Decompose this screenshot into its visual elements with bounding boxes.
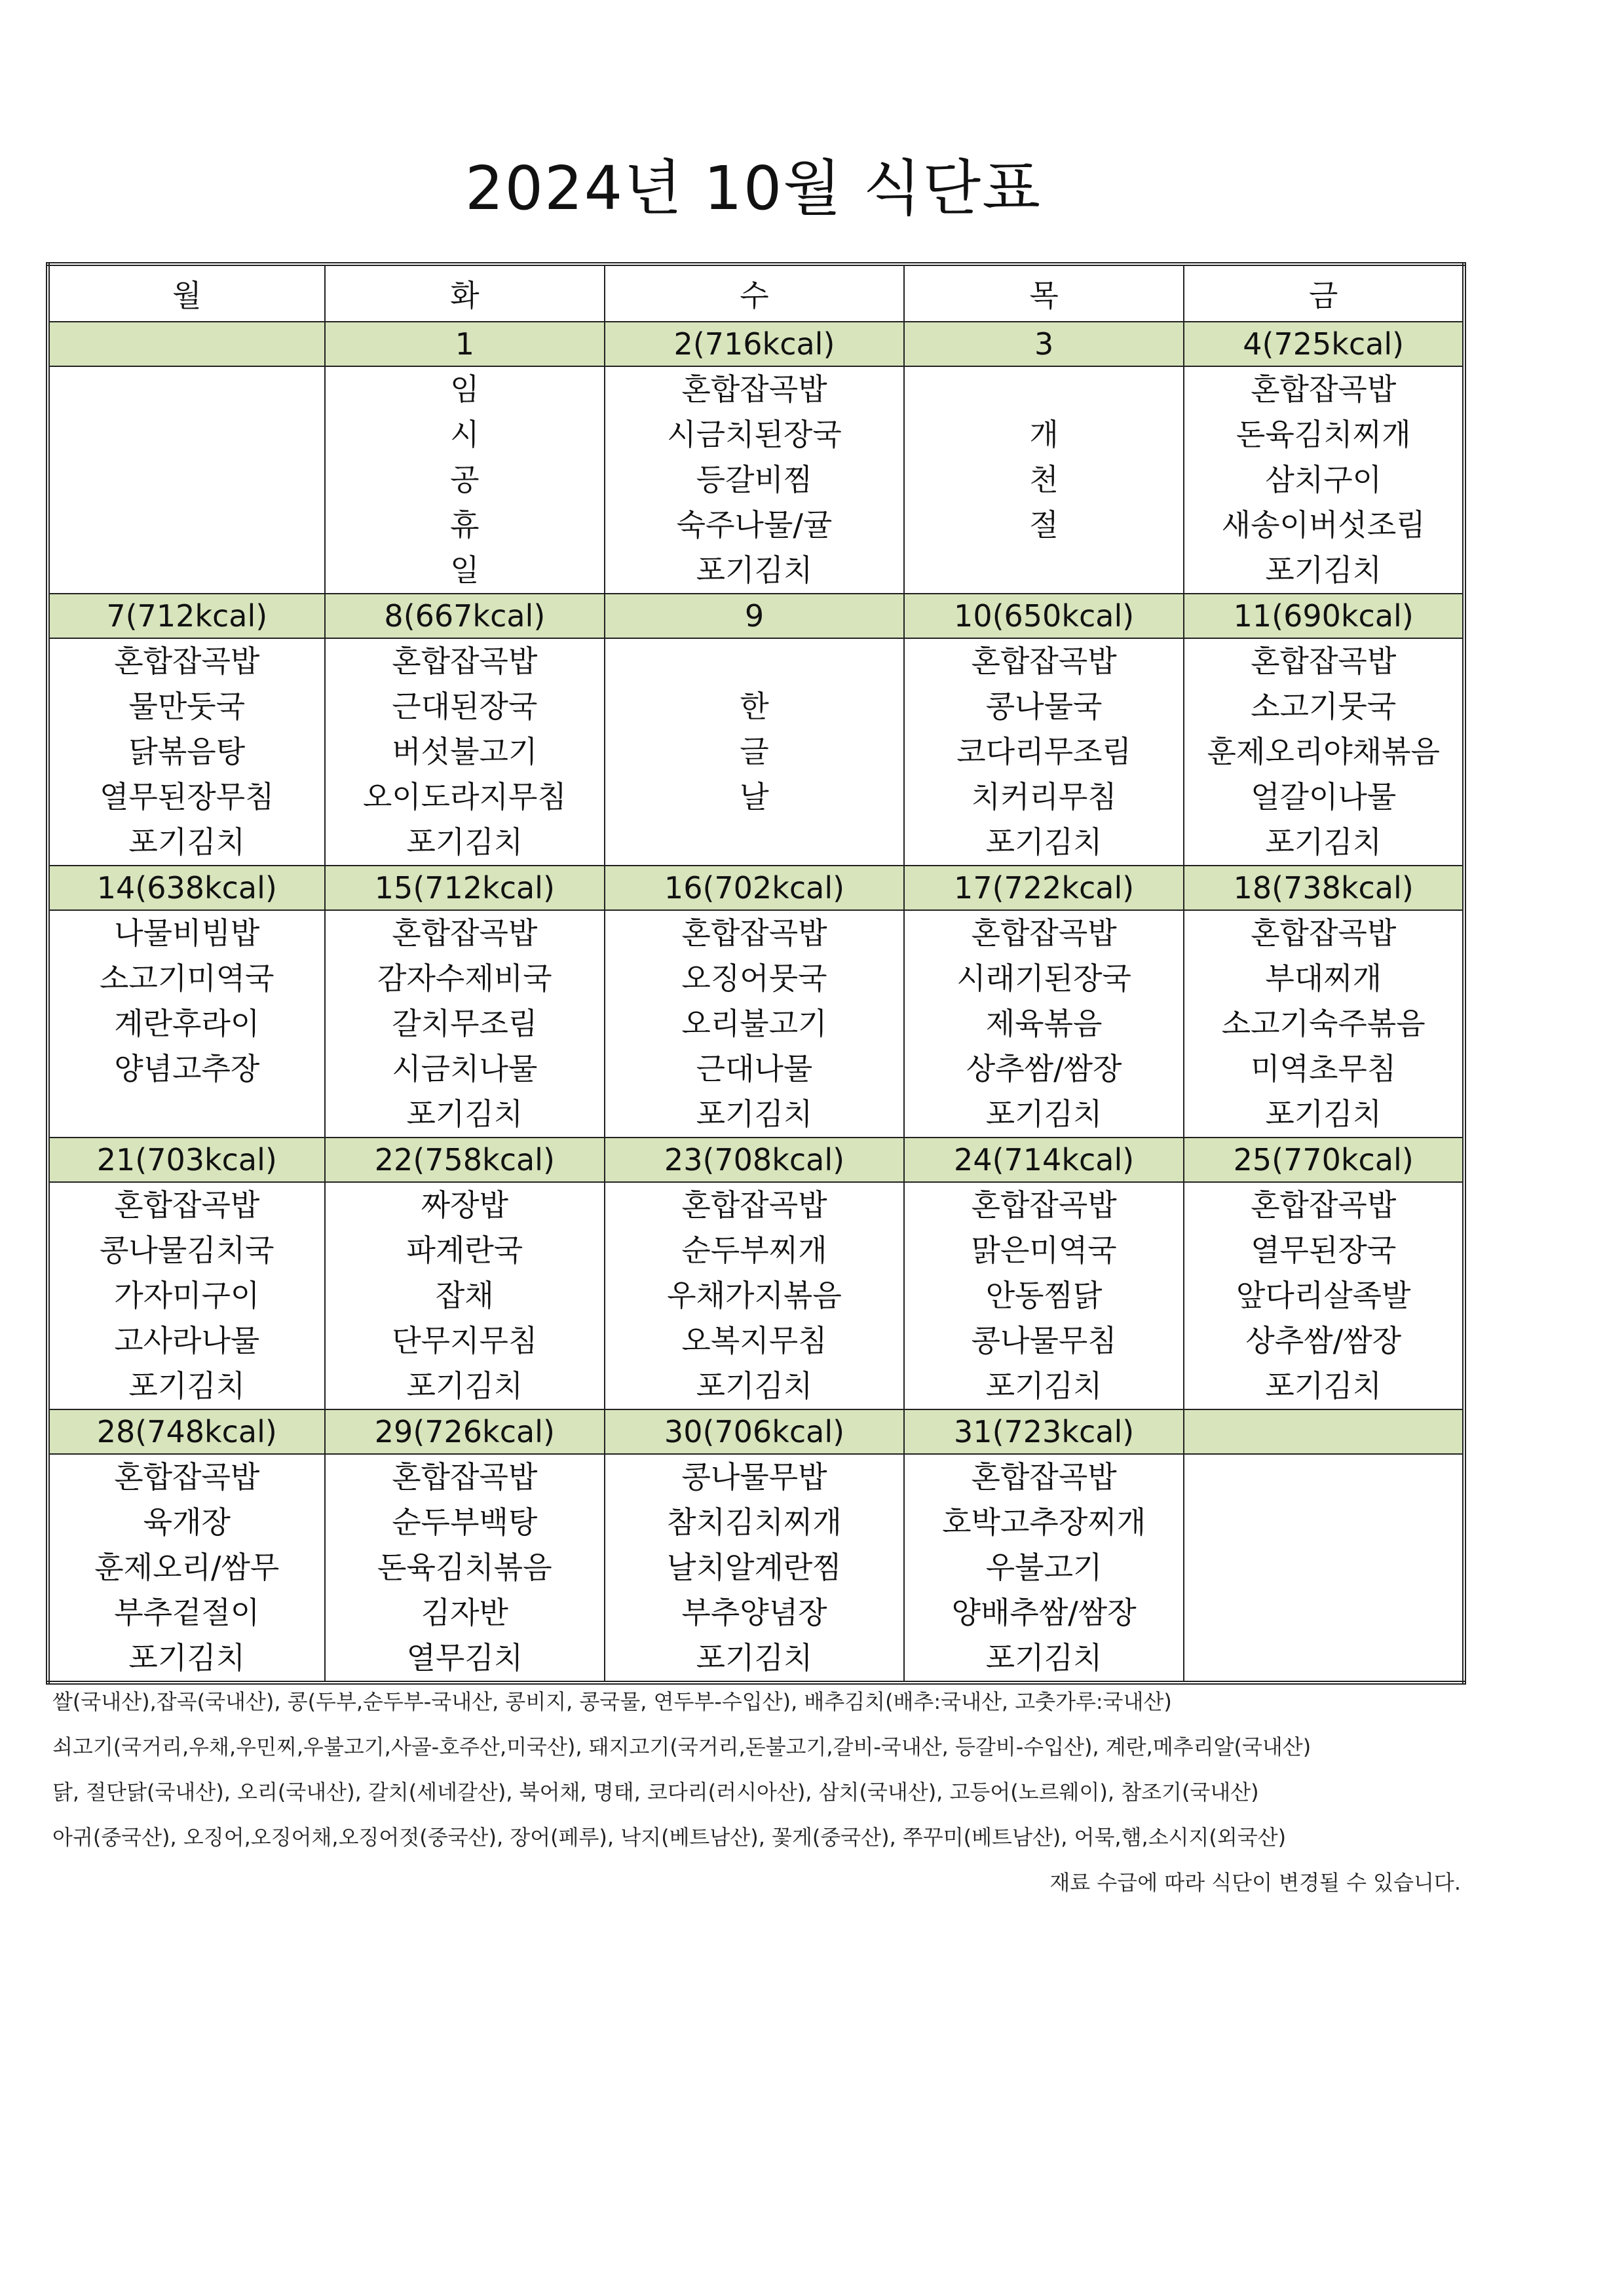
- menu-item: 안동찜닭: [985, 1278, 1103, 1313]
- menu-cell: [605, 1182, 904, 1409]
- menu-item: 한: [740, 689, 769, 724]
- menu-cell: [605, 366, 904, 594]
- date-cell: 4(725kcal): [1184, 322, 1464, 366]
- menu-item: 오리불고기: [681, 1006, 827, 1041]
- menu-item: 혼합잡곡밥: [971, 915, 1117, 951]
- date-cell: 9: [605, 594, 904, 638]
- menu-item: 앞다리살족발: [1236, 1278, 1411, 1313]
- menu-cell: [1184, 1454, 1464, 1683]
- date-cell: 14(638kcal): [48, 866, 325, 910]
- menu-item: 상추쌈/쌈장: [966, 1051, 1122, 1086]
- date-cell: 22(758kcal): [325, 1138, 605, 1182]
- menu-cell: [48, 1454, 325, 1683]
- menu-item: 포기김치: [128, 1368, 246, 1404]
- menu-item: 혼합잡곡밥: [681, 372, 827, 407]
- page-title: 2024년 10월 식단표: [464, 153, 1042, 223]
- menu-item: 돈육김치볶음: [377, 1550, 552, 1585]
- date-row: [48, 594, 1464, 638]
- menu-item: 포기김치: [696, 1096, 813, 1132]
- menu-item: 상추쌈/쌈장: [1245, 1323, 1402, 1358]
- menu-item: 치커리무침: [971, 779, 1117, 814]
- origin-note: 쇠고기(국거리,우채,우민찌,우불고기,사골-호주산,미국산), 돼지고기(국거리,돈불고기,갈비-국내산, 등갈비-수입산), 계란,메추리알(국내산): [52, 1734, 1312, 1759]
- menu-item: 포기김치: [128, 824, 246, 860]
- menu-item: 포기김치: [406, 824, 523, 860]
- menu-item: 등갈비찜: [696, 462, 813, 497]
- menu-cell: [325, 638, 605, 866]
- menu-item: 순두부찌개: [681, 1233, 827, 1268]
- menu-item: 혼합잡곡밥: [392, 643, 538, 679]
- origin-note: 아귀(중국산), 오징어,오징어채,오징어젓(중국산), 장어(페루), 낙지(베트남산), 꽃게(중국산), 쭈꾸미(베트남산), 어묵,햄,소시지(외국산): [52, 1825, 1287, 1850]
- date-cell: 18(738kcal): [1184, 866, 1464, 910]
- menu-cell: [1184, 366, 1464, 594]
- menu-item: [905, 367, 1184, 412]
- date-cell: 2(716kcal): [605, 322, 904, 366]
- menu-item: 포기김치: [406, 1096, 523, 1132]
- menu-cell: [904, 638, 1184, 866]
- menu-item: 미역초무침: [1251, 1051, 1397, 1086]
- date-cell: 3: [904, 322, 1184, 366]
- date-row: [48, 322, 1464, 366]
- menu-item: 훈제오리야채볶음: [1207, 734, 1440, 769]
- menu-item: 호박고추장찌개: [942, 1504, 1146, 1540]
- change-notice: 재료 수급에 따라 식단이 변경될 수 있습니다.: [1049, 1870, 1461, 1895]
- weekday-header: 수: [605, 264, 904, 322]
- menu-item: 단무지무침: [392, 1323, 538, 1358]
- date-cell: 21(703kcal): [48, 1138, 325, 1182]
- weekday-header: 금: [1184, 264, 1464, 322]
- menu-cell: [605, 1454, 904, 1683]
- menu-item: 순두부백탕: [392, 1504, 538, 1540]
- menu-item: 오징어뭇국: [681, 961, 827, 996]
- menu-cell: [48, 638, 325, 866]
- menu-item: 삼치구이: [1265, 462, 1382, 497]
- menu-item: 시금치나물: [392, 1051, 538, 1086]
- date-cell: 25(770kcal): [1184, 1138, 1464, 1182]
- menu-item: 부추양념장: [681, 1595, 827, 1630]
- menu-item: 소고기숙주볶음: [1221, 1006, 1426, 1041]
- menu-item: 혼합잡곡밥: [1251, 915, 1397, 951]
- menu-item: 포기김치: [1265, 1096, 1382, 1132]
- menu-item: [605, 820, 903, 865]
- menu-item: 날: [740, 779, 769, 814]
- menu-item: 감자수제비국: [377, 961, 552, 996]
- menu-cell: [904, 1182, 1184, 1409]
- menu-item: 닭볶음탕: [128, 734, 246, 769]
- date-cell: 7(712kcal): [48, 594, 325, 638]
- menu-cell: [605, 638, 904, 866]
- menu-item: 양념고추장: [114, 1051, 260, 1086]
- menu-item: 혼합잡곡밥: [392, 1459, 538, 1495]
- menu-item: 포기김치: [406, 1368, 523, 1404]
- menu-item: 김자반: [421, 1595, 508, 1630]
- menu-item: 파계란국: [406, 1233, 523, 1268]
- menu-item: 포기김치: [1265, 824, 1382, 860]
- menu-item: 고사라나물: [114, 1323, 260, 1358]
- menu-item: 포기김치: [985, 1368, 1103, 1404]
- menu-item: 제육볶음: [985, 1006, 1103, 1041]
- menu-item: 열무김치: [406, 1640, 523, 1675]
- date-cell: 1: [325, 322, 605, 366]
- menu-item: 포기김치: [1265, 1368, 1382, 1404]
- menu-item: 포기김치: [696, 1368, 813, 1404]
- menu-cell: [325, 366, 605, 594]
- menu-item: 혼합잡곡밥: [114, 1187, 260, 1223]
- menu-item: 가자미구이: [114, 1278, 260, 1313]
- menu-item: 혼합잡곡밥: [971, 1187, 1117, 1223]
- menu-item: 참치김치찌개: [667, 1504, 842, 1540]
- menu-item: 개: [1029, 417, 1059, 452]
- menu-item: 콩나물김치국: [99, 1233, 274, 1268]
- menu-cell: [48, 910, 325, 1138]
- menu-row: [48, 1454, 1464, 1683]
- menu-cell: [1184, 1182, 1464, 1409]
- date-cell: 30(706kcal): [605, 1409, 904, 1454]
- date-cell: 24(714kcal): [904, 1138, 1184, 1182]
- menu-item: 부추겉절이: [114, 1595, 260, 1630]
- menu-item: 계란후라이: [114, 1006, 260, 1041]
- date-cell: 17(722kcal): [904, 866, 1184, 910]
- menu-cell: [1184, 638, 1464, 866]
- date-cell: 29(726kcal): [325, 1409, 605, 1454]
- menu-item: 열무된장무침: [99, 779, 274, 814]
- menu-item: 임: [450, 372, 480, 407]
- menu-item: 코다리무조림: [956, 734, 1131, 769]
- menu-item: 콩나물무밥: [681, 1459, 827, 1495]
- origin-notes: [52, 1687, 1466, 1913]
- menu-cell: [1184, 910, 1464, 1138]
- menu-item: 포기김치: [696, 552, 813, 588]
- menu-item: 육개장: [143, 1504, 231, 1540]
- menu-item: 혼합잡곡밥: [971, 643, 1117, 679]
- weekday-header: 월: [48, 264, 325, 322]
- menu-item: 새송이버섯조림: [1221, 507, 1426, 543]
- menu-item: 혼합잡곡밥: [392, 915, 538, 951]
- menu-item: 포기김치: [1265, 552, 1382, 588]
- menu-item: 얼갈이나물: [1251, 779, 1397, 814]
- menu-table: [46, 262, 1466, 1685]
- date-row: [48, 866, 1464, 910]
- menu-item: 혼합잡곡밥: [681, 915, 827, 951]
- menu-cell: [904, 910, 1184, 1138]
- menu-item: 나물비빔밥: [114, 915, 260, 951]
- menu-item: 근대나물: [696, 1051, 813, 1086]
- menu-item: [50, 1092, 324, 1137]
- menu-item: [605, 639, 903, 684]
- menu-item: 버섯불고기: [392, 734, 538, 769]
- menu-cell: [325, 910, 605, 1138]
- date-cell: 15(712kcal): [325, 866, 605, 910]
- menu-item: 절: [1029, 507, 1059, 543]
- menu-item: 우불고기: [985, 1550, 1103, 1585]
- menu-item: 포기김치: [128, 1640, 246, 1675]
- menu-item: 물만둣국: [128, 689, 246, 724]
- weekday-header-row: [48, 264, 1464, 322]
- menu-item: 혼합잡곡밥: [1251, 643, 1397, 679]
- menu-item: 콩나물국: [985, 689, 1103, 724]
- weekday-header: 화: [325, 264, 605, 322]
- menu-item: 시래기된장국: [956, 961, 1131, 996]
- menu-item: 소고기뭇국: [1251, 689, 1397, 724]
- weekday-header: 목: [904, 264, 1184, 322]
- menu-item: 일: [450, 552, 480, 588]
- menu-item: 포기김치: [985, 824, 1103, 860]
- menu-item: 숙주나물/귤: [676, 507, 833, 543]
- menu-item: 천: [1029, 462, 1059, 497]
- menu-item: [905, 548, 1184, 593]
- date-cell: 10(650kcal): [904, 594, 1184, 638]
- date-cell: [1184, 1409, 1464, 1454]
- date-row: [48, 1138, 1464, 1182]
- menu-item: 혼합잡곡밥: [1251, 372, 1397, 407]
- date-row: [48, 1409, 1464, 1454]
- menu-item: 열무된장국: [1251, 1233, 1397, 1268]
- menu-item: 시: [450, 417, 480, 452]
- menu-item: 잡채: [435, 1278, 494, 1313]
- menu-item: 포기김치: [985, 1640, 1103, 1675]
- menu-item: 시금치된장국: [667, 417, 842, 452]
- menu-item: 부대찌개: [1265, 961, 1382, 996]
- menu-cell: [605, 910, 904, 1138]
- menu-cell: [325, 1182, 605, 1409]
- menu-item: 우채가지볶음: [667, 1278, 842, 1313]
- menu-row: [48, 1182, 1464, 1409]
- date-cell: 8(667kcal): [325, 594, 605, 638]
- date-cell: 28(748kcal): [48, 1409, 325, 1454]
- menu-item: 양배추쌈/쌈장: [951, 1595, 1137, 1630]
- menu-cell: [904, 366, 1184, 594]
- menu-item: 혼합잡곡밥: [114, 1459, 260, 1495]
- origin-note: 닭, 절단닭(국내산), 오리(국내산), 갈치(세네갈산), 북어채, 명태, 코다리(러시아산), 삼치(국내산), 고등어(노르웨이), 참조기(국내산): [52, 1780, 1259, 1805]
- menu-item: 혼합잡곡밥: [681, 1187, 827, 1223]
- menu-row: [48, 910, 1464, 1138]
- menu-item: 포기김치: [985, 1096, 1103, 1132]
- menu-item: 혼합잡곡밥: [114, 643, 260, 679]
- menu-item: 날치알계란찜: [667, 1550, 842, 1585]
- menu-item: 혼합잡곡밥: [1251, 1187, 1397, 1223]
- menu-item: 훈제오리/쌈무: [94, 1550, 280, 1585]
- menu-item: 돈육김치찌개: [1236, 417, 1411, 452]
- menu-row: [48, 638, 1464, 866]
- menu-item: 오복지무침: [681, 1323, 827, 1358]
- menu-cell: [325, 1454, 605, 1683]
- date-cell: 16(702kcal): [605, 866, 904, 910]
- menu-item: 근대된장국: [392, 689, 538, 724]
- origin-note: 쌀(국내산),잡곡(국내산), 콩(두부,순두부-국내산, 콩비지, 콩국물, 연두부-수입산), 배추김치(배추:국내산, 고춧가루:국내산): [52, 1689, 1172, 1714]
- menu-cell: [904, 1454, 1184, 1683]
- menu-item: 갈치무조림: [392, 1006, 538, 1041]
- date-cell: [48, 322, 325, 366]
- menu-cell: [48, 1182, 325, 1409]
- menu-item: 공: [450, 462, 480, 497]
- menu-cell: [48, 366, 325, 594]
- menu-item: 휴: [450, 507, 480, 543]
- menu-item: 맑은미역국: [971, 1233, 1117, 1268]
- date-cell: 11(690kcal): [1184, 594, 1464, 638]
- menu-item: 혼합잡곡밥: [971, 1459, 1117, 1495]
- menu-item: 소고기미역국: [99, 961, 274, 996]
- menu-item: 글: [740, 734, 769, 769]
- menu-item: 오이도라지무침: [362, 779, 567, 814]
- date-cell: 31(723kcal): [904, 1409, 1184, 1454]
- menu-row: [48, 366, 1464, 594]
- menu-item: 콩나물무침: [971, 1323, 1117, 1358]
- menu-item: 짜장밥: [421, 1187, 508, 1223]
- menu-item: 포기김치: [696, 1640, 813, 1675]
- date-cell: 23(708kcal): [605, 1138, 904, 1182]
